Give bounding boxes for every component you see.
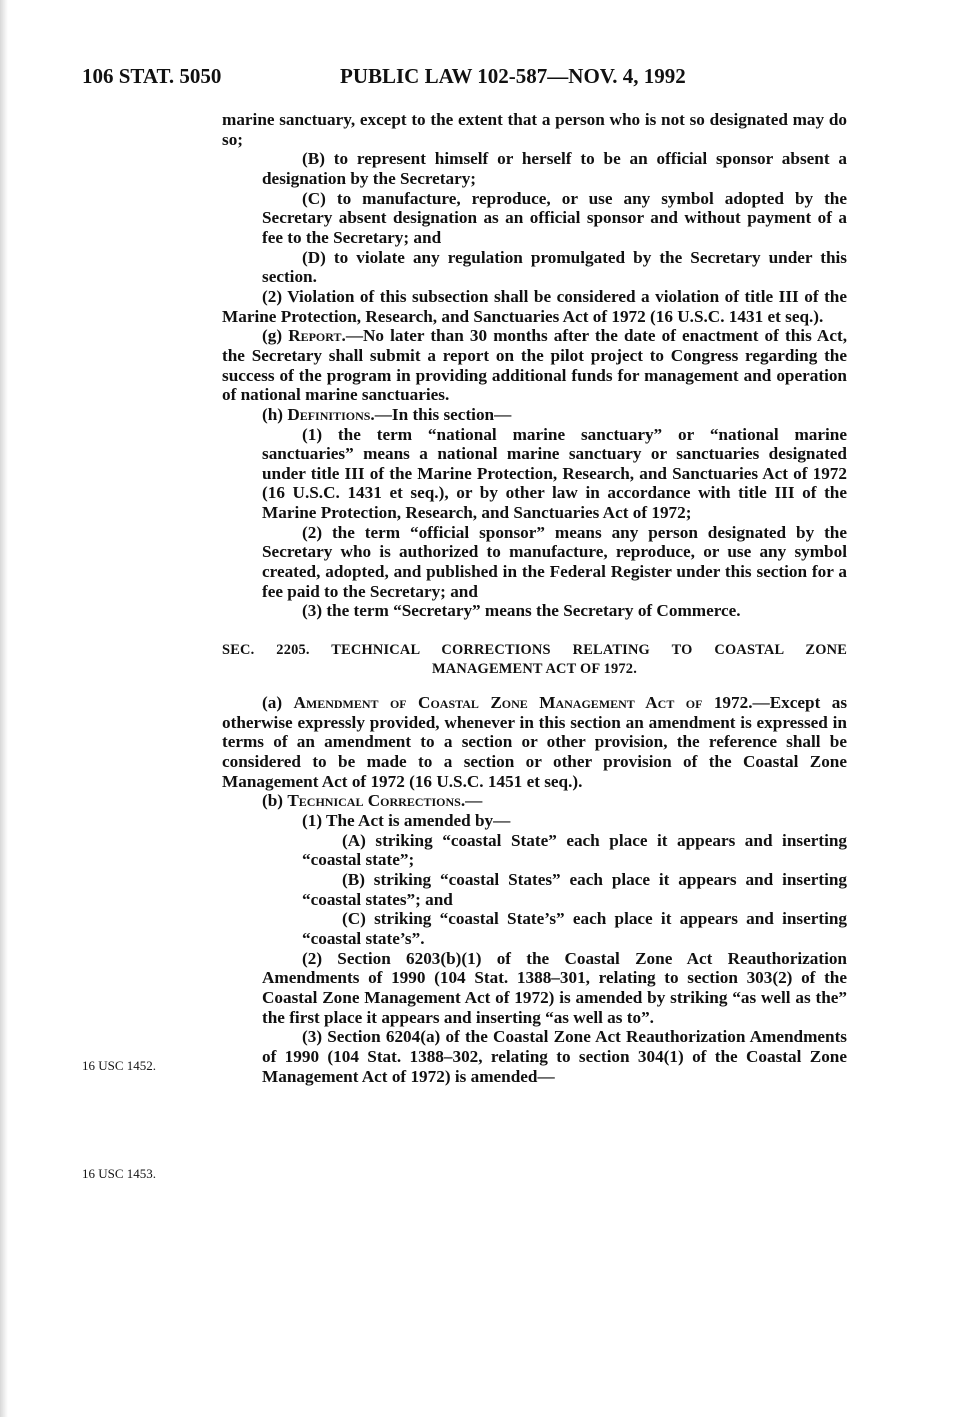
section-2205-heading	[222, 641, 847, 679]
subsection-b-heading: Technical Corrections.	[287, 791, 466, 811]
public-law-citation: PUBLIC LAW 102-587—NOV. 4, 1992	[340, 64, 686, 88]
document-body	[222, 110, 847, 1086]
definition-1: (1) the term “national marine sanctuary” or “national marine sanctuaries” means a national marine sanctuary or sanctuaries designated under title III of the Marine Protection, Research, and Sanctuaries Act of 1972 (16 U.S.C. 1431 et seq.), or by other law in accordance with title III of the Marine Protection, Research, and Sanctuaries Act of 1972;	[262, 424, 847, 523]
margin-note-1452: 16 USC 1452.	[82, 1058, 157, 1073]
correction-1-a: (A) striking “coastal State” each place it appears and inserting “coastal state”;	[302, 830, 847, 870]
paragraph-intro: marine sanctuary, except to the extent that a person who is not so designated may do so;	[222, 110, 847, 149]
margin-note-1453: 16 USC 1453.	[82, 1166, 157, 1181]
page-spine-shadow	[0, 0, 8, 1417]
correction-1-b: (B) striking “coastal States” each place it appears and inserting “coastal states”; and	[302, 869, 847, 909]
correction-2: (2) Section 6203(b)(1) of the Coastal Zone Act Reauthorization Amendments of 1990 (104 Stat. 1388–301, relating to section 303(2) of the Coastal Zone Management Act of 1972) is amended by striking “as well as the” the first place it appears and inserting “as well as to”.	[262, 948, 847, 1027]
correction-1: (1) The Act is amended by—	[302, 811, 511, 830]
definition-3: (3) the term “Secretary” means the Secretary of Commerce.	[302, 601, 741, 621]
correction-1-c: (C) striking “coastal State’s” each place it appears and inserting “coastal state’s”.	[302, 909, 847, 948]
subsection-g	[222, 326, 847, 405]
subsection-g-text: —No later than 30 months after the date of enactment of this Act, the Secretary shall submit a report on the pilot project to Congress regarding the success of the program in providing additional funds for management and operation of national marine sanctuaries.	[222, 326, 847, 405]
subsection-b-label: (b)	[262, 791, 288, 811]
clause-b: (B) to represent himself or herself to be an official sponsor absent a designation by the Secretary;	[262, 149, 847, 188]
subsection-g-label: (g)	[262, 326, 289, 346]
definition-2: (2) the term “official sponsor” means any person designated by the Secretary who is authorized to manufacture, reproduce, or use any symbol created, adopted, and published in the Federal Register under this section for a fee paid to the Secretary; and	[262, 522, 847, 601]
subsection-a-text: —Except as otherwise expressly provided, whenever in this section an amendment is expressed in terms of an amendment to a section or other provision, the reference shall be considered to be made to a section or other provision of the Coastal Zone Management Act of 1972 (16 U.S.C. 1451 et seq.).	[222, 693, 848, 791]
section-title-line-2: MANAGEMENT ACT OF 1972.	[431, 661, 637, 678]
subsection-h-label: (h)	[262, 404, 288, 424]
subsection-h	[222, 405, 847, 425]
correction-3: (3) Section 6204(a) of the Coastal Zone Act Reauthorization Amendments of 1990 (104 Stat. 1388–302, relating to section 304(1) of the Coastal Zone Management Act of 1972) is amended—	[262, 1027, 847, 1086]
clause-d: (D) to violate any regulation promulgated by the Secretary under this section.	[262, 247, 847, 287]
page-citation: 106 STAT. 5050	[82, 64, 222, 88]
subsection-a-heading: Amendment of Coastal Zone Management Act of 1972.	[293, 693, 753, 713]
subsection-g-heading: Report.	[288, 326, 346, 346]
paragraph-2-violation: (2) Violation of this subsection shall be considered a violation of title III of the Marine Protection, Research, and Sanctuaries Act of 1972 (16 U.S.C. 1431 et seq.).	[222, 286, 847, 326]
subsection-a	[222, 693, 847, 791]
subsection-b	[222, 791, 847, 811]
subsection-h-text: —In this section—	[374, 404, 512, 424]
subsection-a-label: (a)	[262, 693, 294, 713]
subsection-b-text: —	[465, 791, 483, 811]
subsection-h-heading: Definitions.	[287, 404, 375, 424]
page-header	[82, 64, 822, 92]
section-title-line-1: SEC. 2205. TECHNICAL CORRECTIONS RELATING TO COASTAL ZONE	[222, 642, 847, 659]
clause-c: (C) to manufacture, reproduce, or use any symbol adopted by the Secretary absent designation as an official sponsor and without payment of a fee to the Secretary; and	[262, 188, 847, 247]
